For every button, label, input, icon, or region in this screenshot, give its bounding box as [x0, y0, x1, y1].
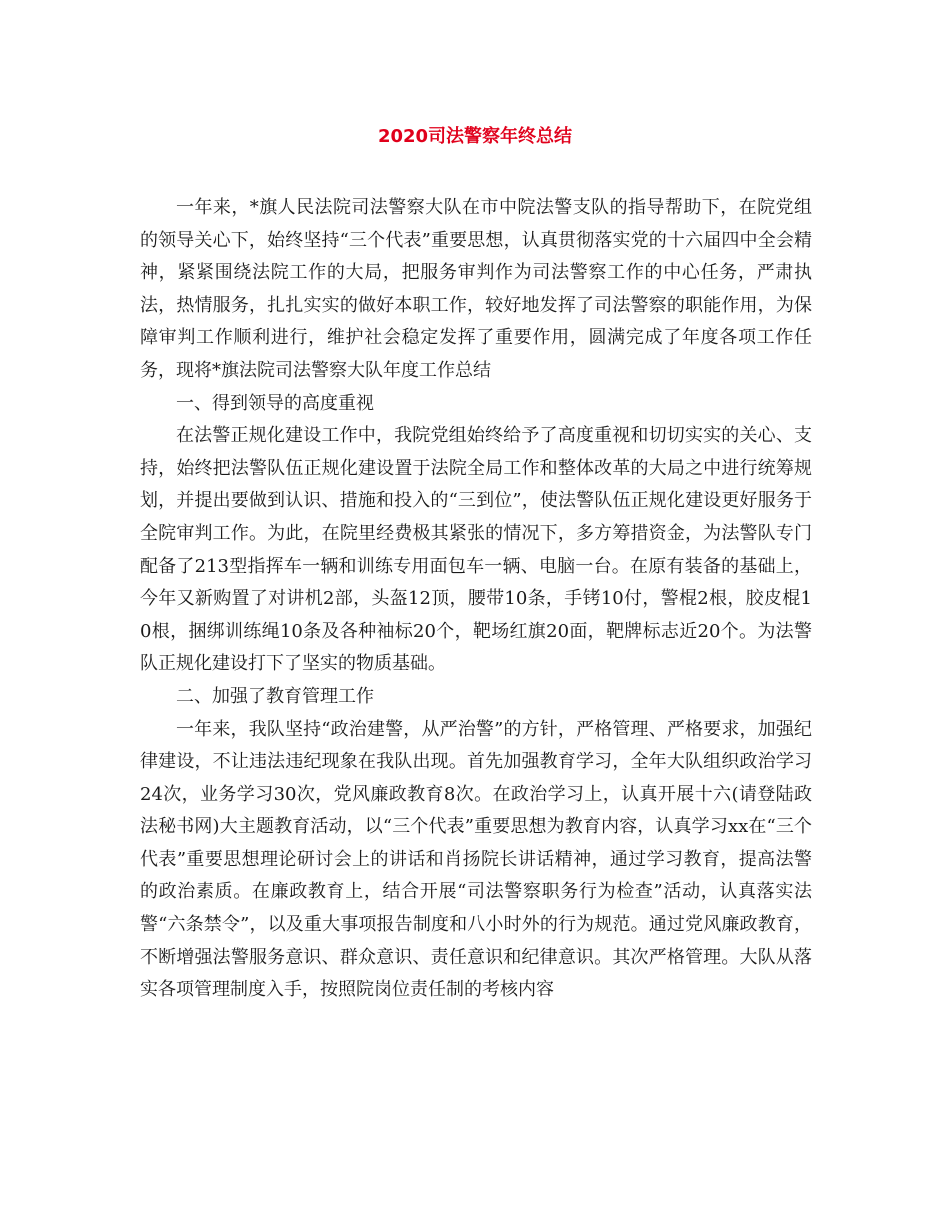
section-heading-2: 二、加强了教育管理工作: [176, 685, 374, 707]
document-body: [140, 192, 812, 1007]
paragraph-section-2: 一年来，我队坚持“政治建警，从严治警”的方针，严格管理、严格要求，加强纪律建设，不让违法违纪现象在我队出现。首先加强教育学习，全年大队组织政治学习24次，业务学习30次，党风廉政教育8次。在政治学习上，认真开展十六(请登陆政法秘书网)大主题教育活动，以“三个代表”重要思想为教育内容，认真学习xx在“三个代表”重要思想理论研讨会上的讲话和肖扬院长讲话精神，通过学习教育，提高法警的政治素质。在廉政教育上，结合开展“司法警察职务行为检查”活动，认真落实法警“六条禁令”，以及重大事项报告制度和八小时外的行为规范。通过党风廉政教育，不断增强法警服务意识、群众意识、责任意识和纪律意识。其次严格管理。大队从落实各项管理制度入手，按照院岗位责任制的考核内容: [140, 718, 812, 1001]
section-heading-1: 一、得到领导的高度重视: [176, 392, 374, 414]
document-title: 2020司法警察年终总结: [377, 126, 573, 147]
paragraph-intro: 一年来，*旗人民法院司法警察大队在市中院法警支队的指导帮助下，在院党组的领导关心下，始终坚持“三个代表”重要思想，认真贯彻落实党的十六届四中全会精神，紧紧围绕法院工作的大局，把服务审判作为司法警察工作的中心任务，严肃执法，热情服务，扎扎实实的做好本职工作，较好地发挥了司法警察的职能作用，为保障审判工作顺利进行，维护社会稳定发挥了重要作用，圆满完成了年度各项工作任务，现将*旗法院司法警察大队年度工作总结: [140, 197, 812, 381]
paragraph-section-1: 在法警正规化建设工作中，我院党组始终给予了高度重视和切切实实的关心、支持，始终把法警队伍正规化建设置于法院全局工作和整体改革的大局之中进行统筹规划，并提出要做到认识、措施和投入的“三到位”，使法警队伍正规化建设更好服务于全院审判工作。为此，在院里经费极其紧张的情况下，多方筹措资金，为法警队专门配备了213型指挥车一辆和训练专用面包车一辆、电脑一台。在原有装备的基础上，今年又新购置了对讲机2部，头盔12顶，腰带10条，手铐10付，警棍2根，胶皮棍10根，捆绑训练绳10条及各种袖标20个，靶场红旗20面，靶牌标志近20个。为法警队正规化建设打下了坚实的物质基础。: [140, 425, 812, 675]
